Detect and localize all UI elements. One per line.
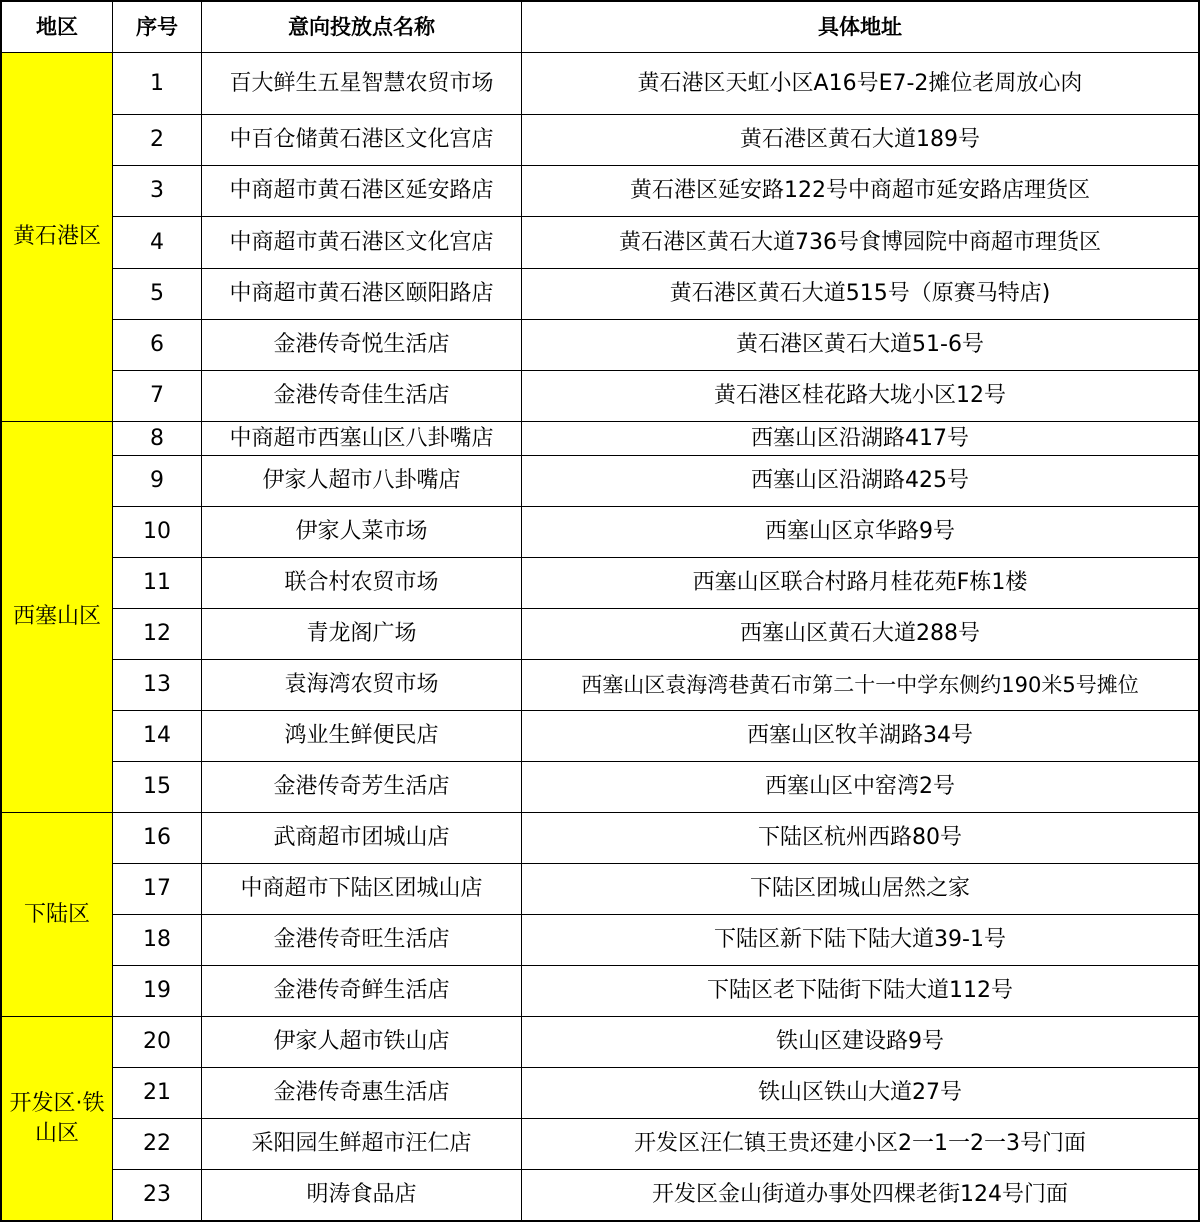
row-number: 10	[113, 507, 202, 558]
header-region: 地区	[2, 2, 113, 53]
region-cell: 黄石港区	[2, 53, 113, 422]
row-number: 4	[113, 217, 202, 269]
row-number: 9	[113, 456, 202, 507]
row-number: 11	[113, 558, 202, 609]
store-address: 黄石港区黄石大道736号食博园院中商超市理货区	[522, 217, 1198, 269]
store-name: 青龙阁广场	[202, 609, 522, 660]
store-name: 中商超市黄石港区延安路店	[202, 166, 522, 217]
store-name: 伊家人菜市场	[202, 507, 522, 558]
store-address: 西塞山区京华路9号	[522, 507, 1198, 558]
store-address: 铁山区铁山大道27号	[522, 1068, 1198, 1119]
row-number: 6	[113, 320, 202, 371]
store-address: 下陆区团城山居然之家	[522, 864, 1198, 915]
row-number: 8	[113, 422, 202, 456]
store-name: 金港传奇悦生活店	[202, 320, 522, 371]
row-number: 20	[113, 1017, 202, 1068]
row-number: 17	[113, 864, 202, 915]
header-name: 意向投放点名称	[202, 2, 522, 53]
store-name: 金港传奇旺生活店	[202, 915, 522, 966]
store-name: 袁海湾农贸市场	[202, 660, 522, 711]
store-name: 百大鲜生五星智慧农贸市场	[202, 53, 522, 115]
region-cell: 西塞山区	[2, 422, 113, 813]
store-address: 黄石港区黄石大道51-6号	[522, 320, 1198, 371]
store-address: 西塞山区沿湖路425号	[522, 456, 1198, 507]
row-number: 18	[113, 915, 202, 966]
row-number: 1	[113, 53, 202, 115]
store-name: 伊家人超市铁山店	[202, 1017, 522, 1068]
store-address: 西塞山区沿湖路417号	[522, 422, 1198, 456]
store-name: 金港传奇惠生活店	[202, 1068, 522, 1119]
store-name: 联合村农贸市场	[202, 558, 522, 609]
region-cell: 下陆区	[2, 813, 113, 1017]
store-address: 黄石港区天虹小区A16号E7-2摊位老周放心肉	[522, 53, 1198, 115]
store-address: 西塞山区联合村路月桂花苑F栋1楼	[522, 558, 1198, 609]
header-no: 序号	[113, 2, 202, 53]
row-number: 15	[113, 762, 202, 813]
row-number: 7	[113, 371, 202, 422]
store-name: 中商超市西塞山区八卦嘴店	[202, 422, 522, 456]
row-number: 16	[113, 813, 202, 864]
store-address: 西塞山区黄石大道288号	[522, 609, 1198, 660]
store-address: 黄石港区黄石大道515号（原赛马特店)	[522, 269, 1198, 320]
store-name: 中商超市下陆区团城山店	[202, 864, 522, 915]
row-number: 14	[113, 711, 202, 762]
row-number: 13	[113, 660, 202, 711]
store-address: 开发区金山街道办事处四棵老街124号门面	[652, 1182, 1068, 1208]
header-address: 具体地址	[522, 2, 1198, 53]
row-number: 22	[113, 1119, 202, 1170]
row-number: 12	[113, 609, 202, 660]
store-address: 西塞山区中窑湾2号	[522, 762, 1198, 813]
store-name: 明涛食品店	[202, 1170, 522, 1220]
store-address: 开发区汪仁镇王贵还建小区2一1一2一3号门面	[522, 1119, 1198, 1170]
store-address: 下陆区杭州西路80号	[522, 813, 1198, 864]
store-name: 采阳园生鲜超市汪仁店	[202, 1119, 522, 1170]
store-address: 下陆区新下陆下陆大道39-1号	[522, 915, 1198, 966]
store-address: 西塞山区牧羊湖路34号	[522, 711, 1198, 762]
store-address: 铁山区建设路9号	[522, 1017, 1198, 1068]
row-number: 2	[113, 115, 202, 166]
row-number: 23	[113, 1170, 202, 1220]
store-address: 西塞山区袁海湾巷黄石市第二十一中学东侧约190米5号摊位	[522, 660, 1198, 711]
store-address: 黄石港区黄石大道189号	[522, 115, 1198, 166]
store-name: 中百仓储黄石港区文化宫店	[202, 115, 522, 166]
row-number: 21	[113, 1068, 202, 1119]
store-address: 下陆区老下陆街下陆大道112号	[522, 966, 1198, 1017]
store-name: 伊家人超市八卦嘴店	[202, 456, 522, 507]
store-name: 金港传奇佳生活店	[202, 371, 522, 422]
store-name: 中商超市黄石港区文化宫店	[202, 217, 522, 269]
store-address: 黄石港区桂花路大垅小区12号	[522, 371, 1198, 422]
store-name: 中商超市黄石港区颐阳路店	[202, 269, 522, 320]
store-name: 金港传奇鲜生活店	[202, 966, 522, 1017]
region-cell: 开发区·铁山区	[2, 1017, 113, 1220]
row-number: 19	[113, 966, 202, 1017]
store-address: 黄石港区延安路122号中商超市延安路店理货区	[522, 166, 1198, 217]
store-name: 金港传奇芳生活店	[202, 762, 522, 813]
store-name: 武商超市团城山店	[202, 813, 522, 864]
row-number: 3	[113, 166, 202, 217]
row-number: 5	[113, 269, 202, 320]
store-name: 鸿业生鲜便民店	[202, 711, 522, 762]
